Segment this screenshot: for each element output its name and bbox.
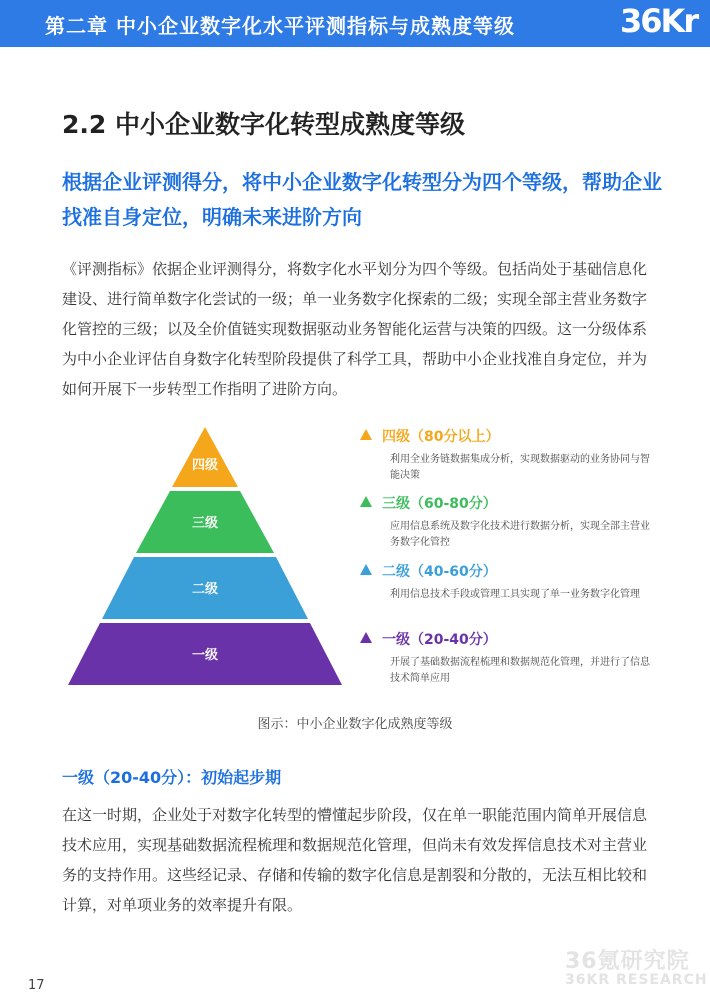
level-4-description: 利用全业务链数据集成分析，实现数据驱动的业务协同与智能决策 (390, 454, 650, 481)
triangle-icon (360, 429, 372, 440)
level-1-description: 开展了基础数据流程梳理和数据规范化管理，并进行了信息技术简单应用 (390, 657, 650, 684)
level-3-heading (360, 495, 650, 513)
body-paragraph: 在这一时期，企业处于对数字化转型的懵懂起步阶段，仅在单一职能范围内简单开展信息技术应用，实现基础数据流程梳理和数据规范化管理，但尚未有效发挥信息技术对主营业务的支持作用。这些经记录、存储和传输的数字化信息是割裂和分散的，无法互相比较和计算，对单项业务的效率提升有限。 (62, 806, 648, 914)
level-3-title: 三级（60-80分） (382, 496, 497, 512)
chapter-header (0, 0, 710, 47)
pyramid-label-1: 一级 (191, 648, 219, 663)
section-title: 2.2 中小企业数字化转型成熟度等级 (62, 110, 465, 139)
highlight-statement: 根据企业评测得分，将中小企业数字化转型分为四个等级，帮助企业找准自身定位，明确未来进阶方向 (62, 170, 662, 229)
triangle-icon (360, 564, 372, 575)
watermark-english: 36KR RESEARCH (565, 972, 708, 988)
level-2-legend (360, 563, 650, 603)
page-number: 17 (28, 978, 45, 993)
level-4-legend (360, 428, 650, 484)
level-3-legend (360, 495, 650, 551)
triangle-icon (360, 496, 372, 507)
intro-paragraph: 《评测指标》依据企业评测得分，将数字化水平划分为四个等级。包括尚处于基础信息化建设、进行简单数字化尝试的一级；单一业务数字化探索的二级；实现全部主营业务数字化管控的三级；以及全价值链实现数据驱动业务智能化运营与决策的四级。这一分级体系为中小企业评估自身数字化转型阶段提供了科学工具，帮助中小企业找准自身定位，并为如何开展下一步转型工作指明了进阶方向。 (62, 260, 648, 398)
level-1-legend (360, 631, 650, 687)
pyramid-label-4: 四级 (191, 458, 219, 473)
brand-logo: 36Kr (620, 2, 698, 40)
figure-caption: 图示：中小企业数字化成熟度等级 (257, 717, 453, 732)
level-4-heading (360, 428, 650, 446)
level-2-title: 二级（40-60分） (382, 564, 497, 580)
pyramid-tier-4 (172, 427, 238, 487)
level-3-description: 应用信息系统及数字化技术进行数据分析，实现全部主营业务数字化管控 (390, 521, 650, 548)
level-1-heading (360, 631, 650, 649)
level-4-title: 四级（80分以上） (382, 429, 500, 445)
triangle-icon (360, 632, 372, 643)
level-1-title: 一级（20-40分） (382, 632, 497, 648)
level-2-heading (360, 563, 650, 581)
level-1-subtitle: 一级（20-40分）：初始起步期 (62, 768, 282, 787)
watermark-chinese: 36氪研究院 (565, 949, 690, 974)
pyramid-label-3: 三级 (191, 516, 219, 531)
maturity-pyramid (60, 425, 350, 690)
chapter-title: 第二章 中小企业数字化水平评测指标与成熟度等级 (45, 14, 515, 38)
pyramid-label-2: 二级 (191, 582, 219, 597)
level-2-description: 利用信息技术手段或管理工具实现了单一业务数字化管理 (390, 589, 640, 600)
